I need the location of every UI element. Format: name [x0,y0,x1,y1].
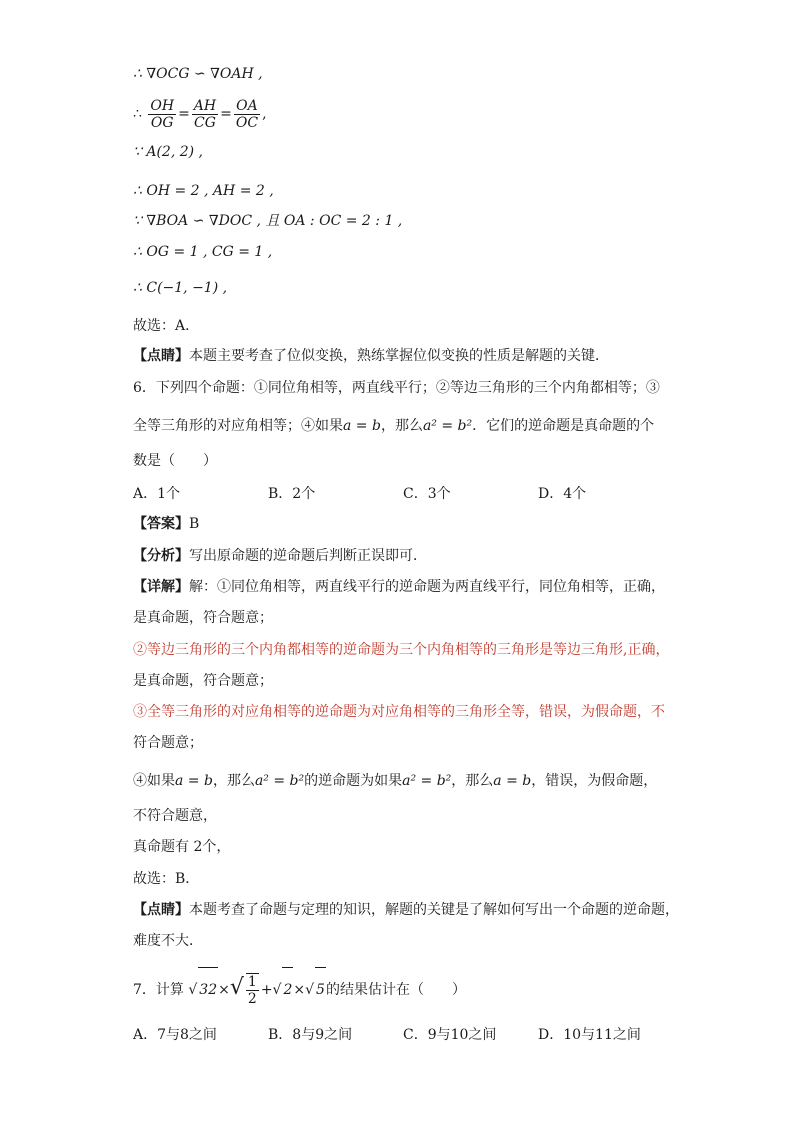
q6-option-d: D．4个 [538,486,587,502]
q6-stem-line-2: 全等三角形的对应角相等；④如果a = b，那么a² = b²．它们的逆命题是真命题的个 [133,418,655,434]
q5-comment: 【点睛】本题主要考查了位似变换，熟练掌握位似变换的性质是解题的关键． [133,348,609,364]
proof-point-c: ∴ C(−1, −1) , [133,280,228,296]
q7-stem: 7．计算 √ 32×√ $\frac{1}{2}$ +√ 2×√ 5的结果估计在（ ） [133,966,466,1012]
q6-detail-line-1: 【详解】解：①同位角相等，两直线平行的逆命题为两直线平行，同位角相等，正确， [133,579,665,595]
q6-answer: 【答案】B [133,516,200,532]
q6-detail-line-9: 真命题有 2个， [133,839,231,855]
fraction-ah-cg: $\frac{AH}{CG}$ [193,97,217,131]
q6-comment-line-1: 【点睛】本题考查了命题与定理的知识，解题的关键是了解如何写出一个命题的逆命题， [133,902,679,918]
q7-option-a: A．7与8之间 [133,1027,217,1043]
q6-stem-line-3: 数是（ ） [133,453,217,469]
q6-detail-line-4: 是真命题，符合题意； [133,673,273,689]
q6-detail-line-6: 符合题意； [133,735,203,751]
q6-detail-line-8: 不符合题意， [133,808,217,824]
q6-choice: 故选：B． [133,871,200,887]
q6-detail-line-7: ④如果a = b，那么a² = b²的逆命题为如果a² = b²，那么a = b，错误，为假命题， [133,773,658,789]
q6-option-b: B．2个 [268,486,316,502]
fraction-oa-oc: $\frac{OA}{OC}$ [235,97,259,131]
q7-option-d: D．10与11之间 [538,1027,641,1043]
sqrt-5: 5 [315,967,326,1012]
proof-point-a: ∵ A(2, 2) , [133,144,204,160]
sqrt-half: $\frac{1}{2}$ [247,974,257,1007]
proof-similar-boa-doc: ∵ ∇BOA ∽ ∇DOC , 且 OA : OC = 2 : 1 , [133,213,403,229]
therefore-symbol: ∴ [133,106,142,122]
q7-option-b: B．8与9之间 [268,1027,353,1043]
sqrt-32: 32 [198,967,218,1012]
proof-similar-line: ∴ ∇OCG ∽ ∇OAH , [133,66,263,82]
q6-analysis: 【分析】写出原命题的逆命题后判断正误即可． [133,548,427,564]
q6-stem-line-1: 6．下列四个命题：①同位角相等，两直线平行；②等边三角形的三个内角都相等；③ [133,380,660,396]
fraction-oh-og: $\frac{OH}{OG}$ [150,97,175,131]
proof-ratio-line: ∴ $\frac{OH}{OG}$ = $\frac{AH}{CG}$ = $\frac{OA}{OC}$ , [133,97,267,131]
q6-option-c: C．3个 [403,486,451,502]
proof-lengths: ∴ OH = 2 , AH = 2 , [133,183,274,199]
q6-detail-line-5: ③全等三角形的对应角相等的逆命题为对应角相等的三角形全等，错误，为假命题，不 [133,704,665,720]
sqrt-2: 2 [282,967,293,1012]
q6-detail-line-3: ②等边三角形的三个内角都相等的逆命题为三个内角相等的三角形是等边三角形,正确， [133,642,670,658]
q6-detail-line-2: 是真命题，符合题意； [133,610,273,626]
q6-comment-line-2: 难度不大． [133,933,203,949]
proof-og-cg: ∴ OG = 1 , CG = 1 , [133,244,273,260]
q6-option-a: A．1个 [133,486,181,502]
q7-option-c: C．9与10之间 [403,1027,497,1043]
q5-choice: 故选：A． [133,318,200,334]
